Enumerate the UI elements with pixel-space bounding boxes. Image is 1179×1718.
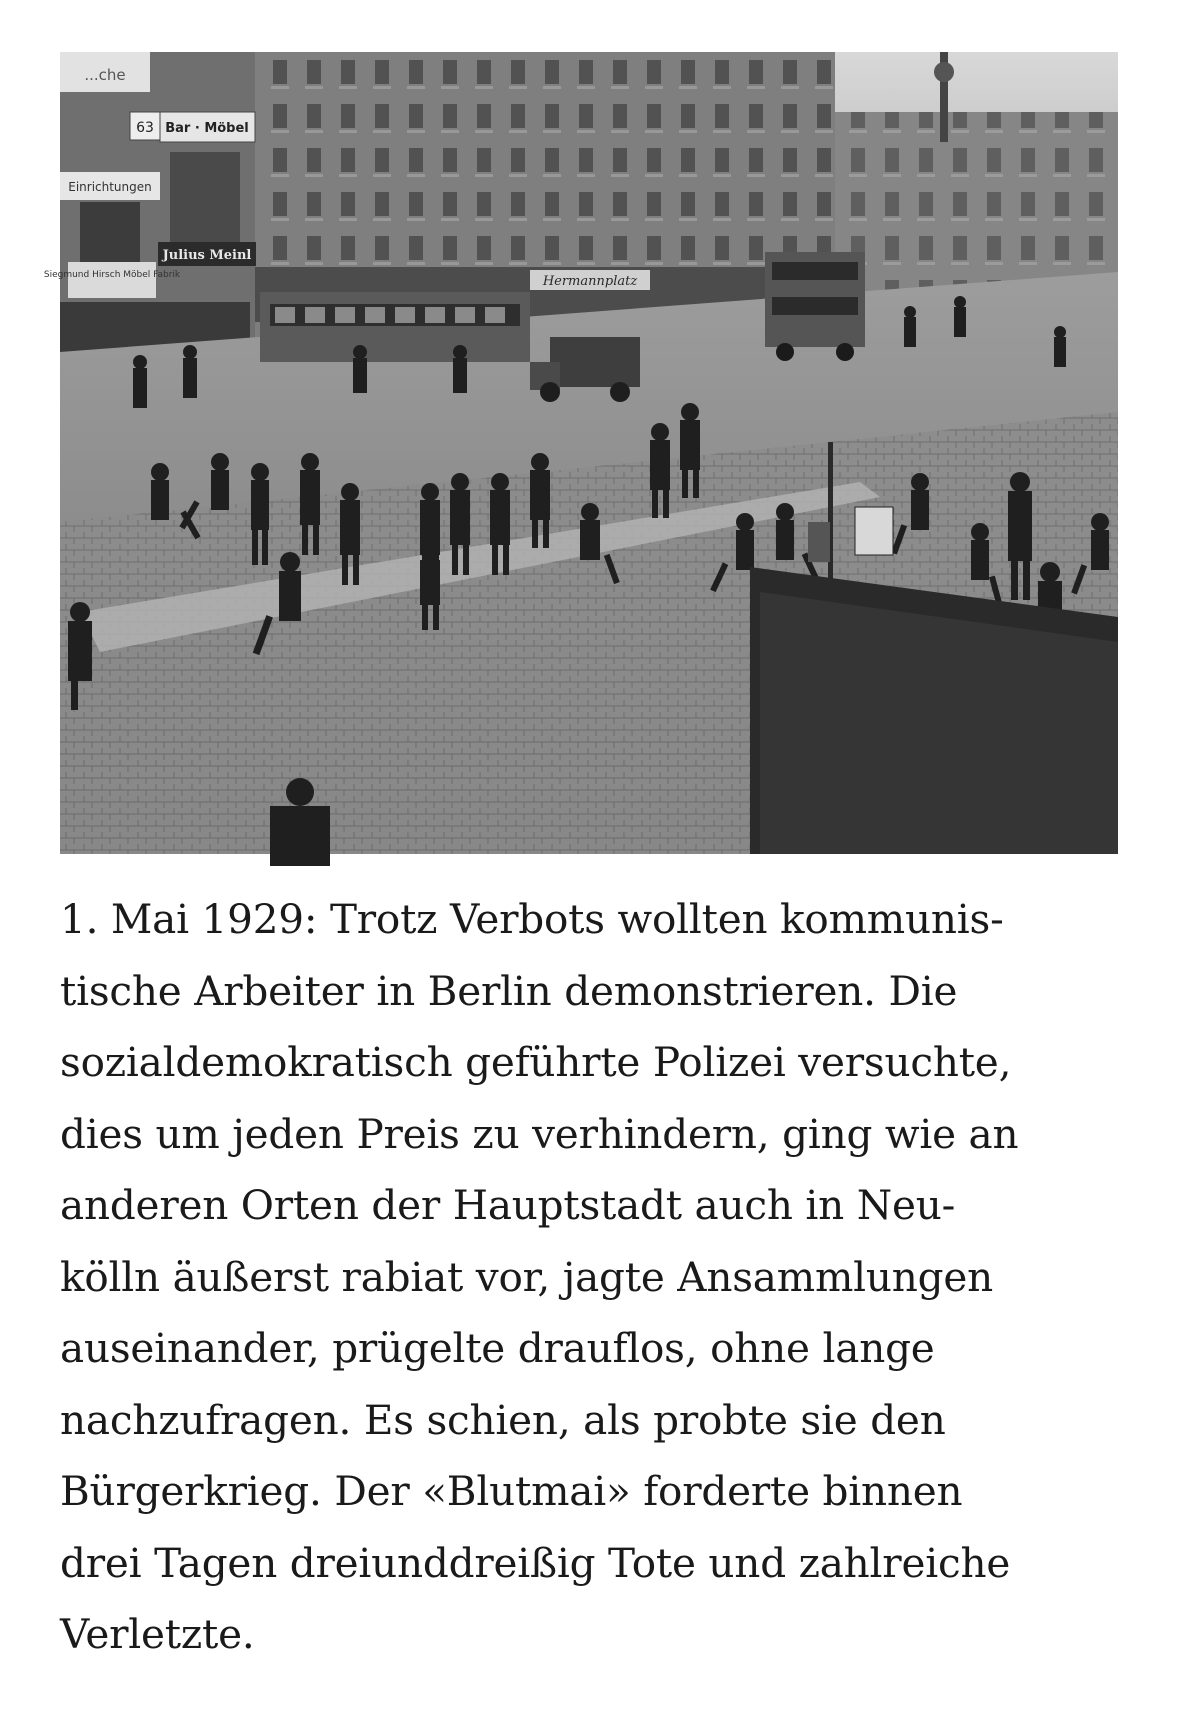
photo-caption: [60, 884, 1130, 1671]
caption-line: 1. Mai 1929: Trotz Verbots wollten kommunis-: [60, 895, 1004, 943]
historical-photo: [43, 52, 1118, 854]
caption-line: kölln äußerst rabiat vor, jagte Ansammlungen: [60, 1252, 994, 1301]
caption-line: sozialdemokratisch geführte Polizei versuchte,: [60, 1038, 1012, 1086]
street-scene-illustration: [43, 52, 1118, 854]
tram: [260, 292, 530, 362]
einrichtungen-sign: Einrichtungen: [68, 180, 152, 194]
bar-moebel-sign: Bar · Möbel: [165, 121, 249, 136]
caption-line: anderen Orten der Hauptstadt auch in Neu-: [60, 1181, 956, 1229]
caption-line: Bürgerkrieg. Der «Blutmai» forderte binnen: [60, 1467, 963, 1515]
siegmund-sign: Siegmund Hirsch Möbel Fabrik: [43, 270, 181, 280]
double-decker-bus: [765, 252, 865, 361]
caption-line: tische Arbeiter in Berlin demonstrieren. Die: [60, 966, 958, 1015]
top-sign: ...che: [84, 66, 126, 84]
house-number-sign: 63: [136, 120, 154, 136]
hermannplatz-sign: Hermannplatz: [542, 274, 638, 289]
caption-line: nachzufragen. Es schien, als probte sie den: [60, 1395, 946, 1444]
caption-line: auseinander, prügelte drauflos, ohne lange: [60, 1324, 935, 1372]
caption-line: Verletzte.: [60, 1610, 255, 1658]
caption-line: drei Tagen dreiunddreißig Tote und zahlreiche: [60, 1538, 1011, 1587]
caption-line: dies um jeden Preis zu verhindern, ging wie an: [60, 1109, 1019, 1158]
julius-meinl-sign: Julius Meinl: [162, 248, 252, 263]
